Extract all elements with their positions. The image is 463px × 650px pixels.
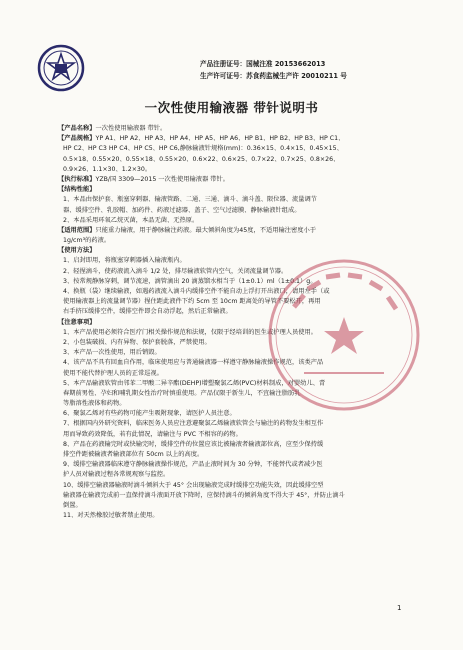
line-text: 使用输液器上的流量调节器）捏住距此液件下约 5cm 至 10cm 距离处的导管不要松开，再用 <box>63 298 321 306</box>
line-text: 10、缓排空输液器输液时滴斗倾斜大于 45° 会出现输液完成时缓排空功能失效，因此缓排空型 <box>63 481 324 489</box>
line-text: 9、缓排空输液器临床遵守静脉输液操作规范，产品止液时间为 30 分钟，不能替代或者减少医 <box>63 461 323 469</box>
line-text: 3、本产品一次性使用，用后销毁。 <box>63 349 161 357</box>
line-text: 8、产品在药液输完时或快输完时，缓排空件的位置应该比被输液者输液部位高，应至少保持缓 <box>63 440 324 448</box>
line-text: YP A1、HP A2、HP A3、HP A4、HP A5、HP A6、HP B1、HP B2、HP B3、HP C1、 <box>95 135 345 143</box>
body-line <box>58 430 424 440</box>
line-text: 1、本产品使用必须符合医疗门相关操作规范和法规，仅限于经培训的医生或护理人员使用。 <box>63 328 317 336</box>
body-line <box>58 155 424 165</box>
page-number: 1 <box>397 604 402 612</box>
section-line <box>58 185 424 195</box>
line-text: 1g/cm³的药液。 <box>63 237 111 245</box>
section-heading: 【结构性能】 <box>58 186 96 194</box>
line-text: 使用不能代替护理人员的正常巡视。 <box>63 369 163 377</box>
line-text: 0.9×26、1.1×30、1.2×30。 <box>63 165 152 173</box>
line-text: 5、本产品输液软管由邻苯二甲酸二异辛酯(DEHP)增塑聚氯乙烯(PVC)材料制成，对婴幼儿、青 <box>63 379 326 387</box>
body-line <box>58 144 424 154</box>
body-line <box>58 511 424 521</box>
line-text: 2、轻捏滴斗，使药液流入滴斗 1/2 处，排尽输液软管内空气，关闭流量调节器。 <box>63 267 288 275</box>
body-line <box>58 460 424 470</box>
line-text: 1、启封即用，将瓶塞穿刺器插入输液瓶内。 <box>63 257 186 265</box>
document-title: 一次性使用输液器 带针说明书 <box>144 100 319 115</box>
body-line <box>58 195 424 205</box>
production-license: 生产许可证号：苏食药监械生产许 20010211 号 <box>200 72 347 80</box>
section-line <box>58 124 424 134</box>
line-text: HP C2、HP C3 HP C4、HP C5、HP C6,静脉输液针规格(mm)：0.36×15、0.4×15、0.45×15、 <box>63 145 343 153</box>
body-line <box>58 501 424 511</box>
section-heading: 【执行标准】 <box>58 175 96 183</box>
registration-number: 产品注册证号：国械注准 20153662013 <box>200 60 326 68</box>
section-heading: 【注意事项】 <box>58 318 96 326</box>
line-text: 右手挤压缓排空件，缓排空件即会自动浮起，然后正常输液。 <box>63 308 232 316</box>
line-text: 4、该产品不具有回血自作用，临床使用应与普通输液器一样遵守静脉输液操作规范，该类产品 <box>63 359 324 367</box>
body-line <box>58 470 424 480</box>
section-line <box>58 134 424 144</box>
line-text: YZB/国 3309—2015 一次性使用输液器 带针。 <box>95 175 230 183</box>
body-line <box>58 236 424 246</box>
line-text: 等脂溶性液体和药物。 <box>63 400 126 408</box>
body-line <box>58 206 424 216</box>
line-text: 器、缓排空件、乳胶帽、加药件、药液过滤器、盖子、空气过滤膜、静脉输液针组成。 <box>63 206 301 214</box>
line-text: 只能重力输液，用于静脉输注药液。最大倾斜角度为45度，不适用输注密度小于 <box>95 226 316 234</box>
section-heading: 【产品规格】 <box>58 135 96 143</box>
line-text: 3、按常规静脉穿刺，调节流速，滴管滴出 20 滴蒸馏水相当于（1±0.1）ml（1±0.1）g。 <box>63 277 317 285</box>
body-line <box>58 450 424 460</box>
line-text: 一次性使用输液器 带针。 <box>95 125 167 132</box>
company-logo-icon <box>36 43 86 93</box>
line-text: 排空件距被输液者输液部位有 50cm 以上的高度。 <box>63 451 204 458</box>
body-line <box>58 491 424 501</box>
line-text: 7、根据国内外研究资料，临床医务人员应注意避聚氯乙烯输液软管会与输注的药物发生相互作 <box>63 420 324 428</box>
body-line <box>58 440 424 450</box>
section-line <box>58 175 424 185</box>
body-line <box>58 481 424 491</box>
line-text: 11、对天然橡胶过敏者禁止使用。 <box>63 512 159 520</box>
line-text: 6、聚氯乙烯对有些药物可能产生吸附现象，请医护人员注意。 <box>63 410 236 418</box>
section-heading: 【使用方法】 <box>58 247 96 255</box>
company-seal-stamp <box>264 255 424 415</box>
line-text: 春期前男性、孕妇和哺乳期女性治疗时慎重使用。产品仅限于新生儿，不宜输注脂肪乳 <box>63 389 301 397</box>
body-line <box>58 165 424 175</box>
line-text: 输液器在输液完成前一直保持滴斗液面开放下降时，应保持滴斗的倾斜角度不得大于 45°，并防止滴斗 <box>63 491 345 499</box>
line-text: 护人员对输液过程各常规观察与监控。 <box>63 471 170 479</box>
section-line <box>58 226 424 236</box>
section-heading: 【适用范围】 <box>58 226 96 234</box>
line-text: 0.5×18、0.55×20、0.55×18、0.55×20、0.6×22、0.6×25、0.7×22、0.7×25、0.8×26、 <box>63 155 340 163</box>
line-text: 1、本品由保护套、瓶塞穿刺器、输液管路、二通、三通、滴斗、滴斗盖、限位器、流量调节 <box>63 196 317 204</box>
line-text: 用而导致药效降低，若有此情况，请输注与 PVC 不相容的药物。 <box>63 430 242 438</box>
body-line <box>58 419 424 429</box>
line-text: 2、小包装破损、内有异物、保护套脱落，严禁使用。 <box>63 338 211 346</box>
line-text: 4、换瓶（袋）继续输液，如遇药液流入滴斗内缓排空件不能自动上浮打开出液口，请用左手（或 <box>63 288 330 295</box>
line-text: 2、本品采用环氧乙烷灭菌，本品无菌、无热原。 <box>63 216 199 224</box>
section-heading: 【产品名称】 <box>58 125 96 132</box>
body-line <box>58 216 424 226</box>
line-text: 倒置。 <box>63 501 82 509</box>
